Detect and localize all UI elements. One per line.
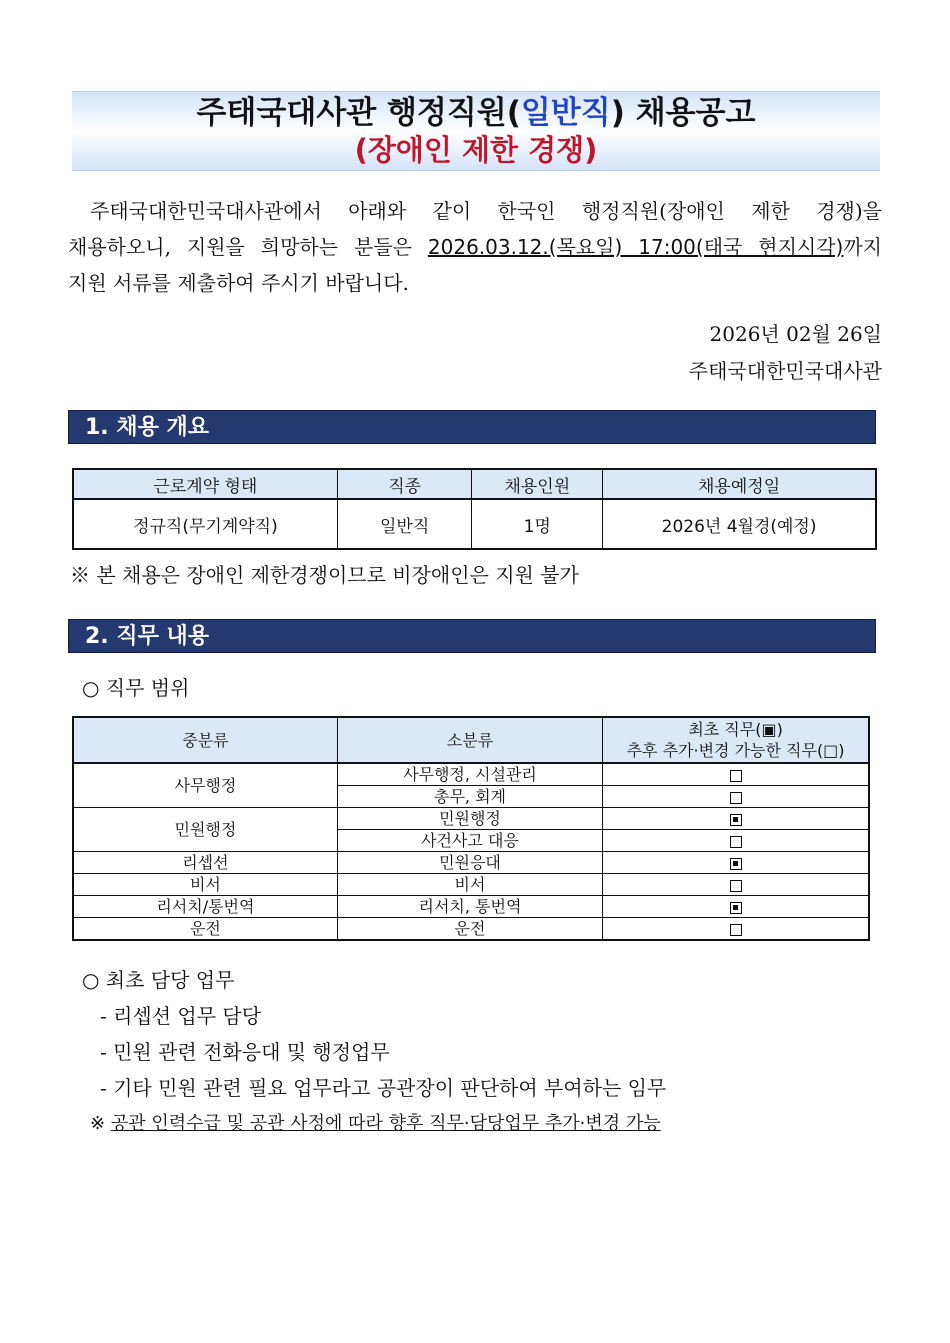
deadline-text: 2026.03.12.(목요일) 17:00(태국 현지시각) — [427, 235, 844, 259]
mid-category-cell: 민원행정 — [73, 808, 337, 852]
intro-line2-post: 까지 — [843, 235, 882, 259]
duty-scope-table — [72, 716, 870, 941]
notice-date: 2026년 02월 26일 — [709, 322, 882, 346]
cell-start-date: 2026년 4월경(예정) — [603, 499, 876, 549]
duty-status-cell — [603, 918, 869, 941]
intro-paragraph — [68, 193, 882, 301]
sub-category-cell: 사건사고 대응 — [337, 830, 602, 852]
sub-category-cell: 사무행정, 시설관리 — [337, 763, 602, 786]
sub-category-cell: 민원응대 — [337, 852, 602, 874]
duty-status-cell — [603, 896, 869, 918]
intro-line3: 지원 서류를 제출하여 주시기 바랍니다. — [68, 271, 409, 295]
mid-category-cell: 리서치/통번역 — [73, 896, 337, 918]
duty-item: - 리셉션 업무 담당 — [100, 1004, 262, 1028]
mid-category-cell: 운전 — [73, 918, 337, 941]
filled-checkbox-icon — [730, 902, 742, 914]
header-start-date: 채용예정일 — [603, 469, 876, 499]
overview-table — [72, 468, 877, 550]
duty-status-cell — [603, 808, 869, 830]
sub-category-cell: 총무, 회계 — [337, 786, 602, 808]
table-row — [73, 874, 869, 896]
header-headcount: 채용인원 — [472, 469, 603, 499]
empty-checkbox-icon — [730, 770, 742, 782]
table-row — [73, 852, 869, 874]
cell-contract-type: 정규직(무기계약직) — [73, 499, 337, 549]
table-row — [73, 896, 869, 918]
table-row — [73, 918, 869, 941]
empty-checkbox-icon — [730, 924, 742, 936]
title-post: ) 채용공고 — [610, 95, 756, 131]
intro-line2-pre: 채용하오니, 지원을 희망하는 분들은 — [68, 235, 428, 259]
filled-checkbox-icon — [730, 858, 742, 870]
header-mid-category: 중분류 — [73, 717, 337, 763]
page-subtitle: (장애인 제한 경쟁) — [354, 133, 598, 167]
note-mark: ※ — [90, 1113, 106, 1134]
mid-category-cell: 리셉션 — [73, 852, 337, 874]
cell-job-type: 일반직 — [337, 499, 472, 549]
header-duty-line1: 최초 직무(▣) — [688, 720, 783, 739]
final-note-text: 공관 인력수급 및 공관 사정에 따라 향후 직무·담당업무 추가·변경 가능 — [110, 1113, 661, 1134]
page-title — [72, 92, 880, 132]
table-row — [73, 499, 876, 549]
header-job-type: 직종 — [337, 469, 472, 499]
section1-header: 1. 채용 개요 — [68, 410, 876, 444]
embassy-name: 주태국대한민국대사관 — [688, 359, 882, 383]
duty-header-row — [73, 717, 869, 763]
intro-line1: 주태국대한민국대사관에서 아래와 같이 한국인 행정직원(장애인 제한 경쟁)을 — [90, 199, 882, 223]
sub-category-cell: 비서 — [337, 874, 602, 896]
duty-label: ○ 최초 담당 업무 — [82, 968, 235, 992]
section2-header: 2. 직무 내용 — [68, 619, 876, 653]
duty-status-cell — [603, 874, 869, 896]
mid-category-cell: 비서 — [73, 874, 337, 896]
title-pre: 주태국대사관 행정직원( — [196, 95, 521, 131]
duty-item: - 민원 관련 전화응대 및 행정업무 — [100, 1040, 390, 1064]
empty-checkbox-icon — [730, 880, 742, 892]
title-banner — [72, 91, 880, 171]
empty-checkbox-icon — [730, 836, 742, 848]
eligibility-note: ※ 본 채용은 장애인 제한경쟁이므로 비장애인은 지원 불가 — [70, 563, 579, 587]
sub-category-cell: 민원행정 — [337, 808, 602, 830]
mid-category-cell: 사무행정 — [73, 763, 337, 808]
final-note — [90, 1109, 661, 1135]
header-contract-type: 근로계약 형태 — [73, 469, 337, 499]
header-sub-category: 소분류 — [337, 717, 602, 763]
sub-category-cell: 운전 — [337, 918, 602, 941]
title-highlight: 일반직 — [520, 95, 611, 131]
duty-status-cell — [603, 852, 869, 874]
intro-line2 — [68, 229, 882, 265]
duty-status-cell — [603, 786, 869, 808]
cell-headcount: 1명 — [472, 499, 603, 549]
header-duty-status — [603, 717, 869, 763]
duty-item: - 기타 민원 관련 필요 업무라고 공관장이 판단하여 부여하는 임무 — [100, 1076, 667, 1100]
duty-status-cell — [603, 763, 869, 786]
table-row — [73, 763, 869, 786]
scope-label: ○ 직무 범위 — [82, 676, 190, 700]
overview-header-row — [73, 469, 876, 499]
duty-status-cell — [603, 830, 869, 852]
table-row — [73, 808, 869, 830]
sub-category-cell: 리서치, 통번역 — [337, 896, 602, 918]
filled-checkbox-icon — [730, 814, 742, 826]
empty-checkbox-icon — [730, 792, 742, 804]
header-duty-line2: 추후 추가·변경 가능한 직무(□) — [626, 741, 845, 760]
